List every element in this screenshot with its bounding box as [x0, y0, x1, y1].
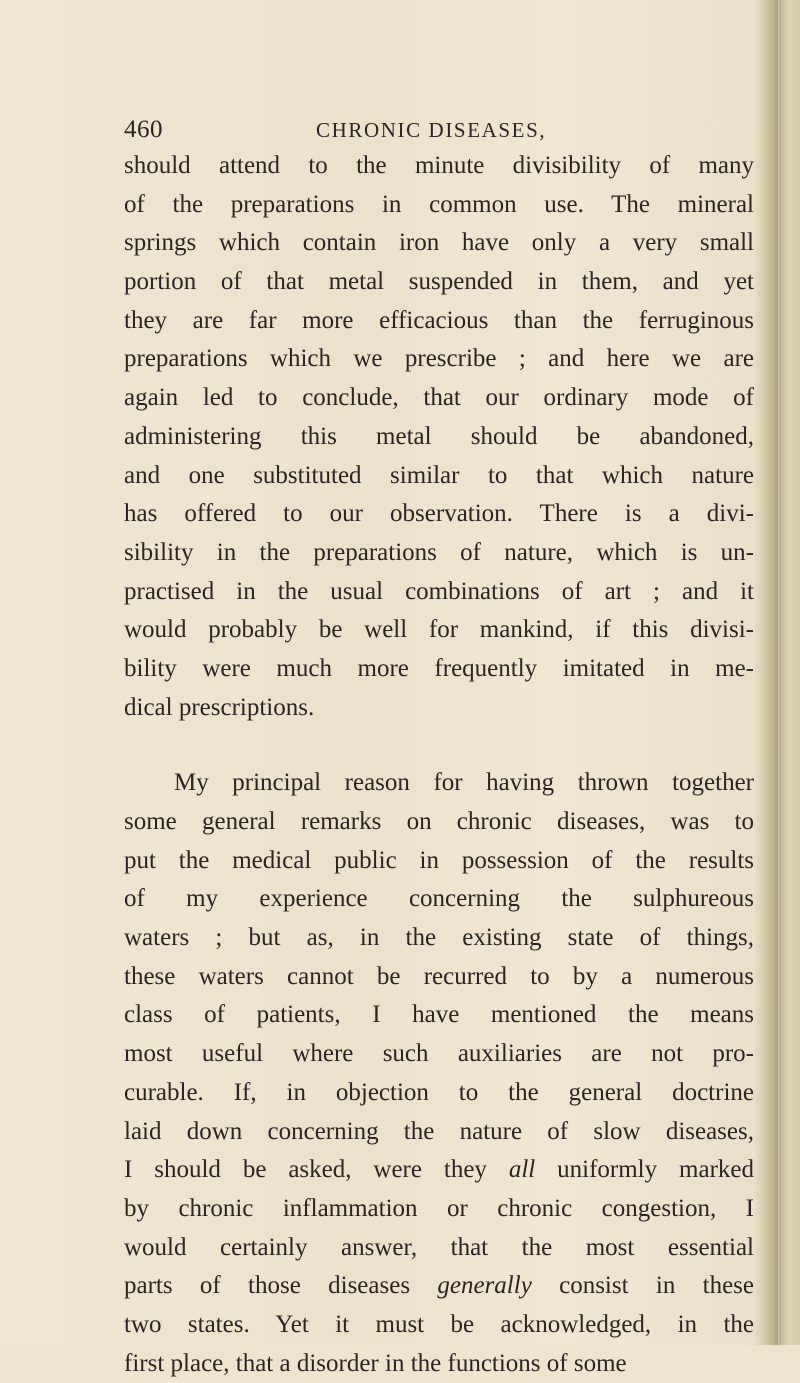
text-line: would certainly answer, that the most essential	[124, 1233, 754, 1261]
text-line: class of patients, I have mentioned the means	[124, 1001, 754, 1029]
text-run: consist in these	[531, 1272, 754, 1300]
text-line: first place, that a disorder in the functions of some	[124, 1349, 627, 1377]
text-line: My principal reason for having thrown together	[174, 769, 754, 797]
text-line-with-italic	[124, 1151, 754, 1190]
text-line: and one substituted similar to that which nature	[124, 461, 754, 489]
page-number: 460	[124, 116, 163, 143]
italic-text-run: generally	[437, 1272, 532, 1300]
body-text	[124, 147, 754, 1383]
text-line: waters ; but as, in the existing state of things,	[124, 924, 754, 952]
text-line: put the medical public in possession of the results	[124, 846, 754, 874]
binding-shadow	[774, 0, 790, 1345]
text-line: two states. Yet it must be acknowledged, in the	[124, 1310, 754, 1338]
text-line: by chronic inflammation or chronic congestion, I	[124, 1194, 754, 1222]
italic-text-run: all	[508, 1156, 536, 1184]
page-header	[124, 117, 752, 147]
text-line: administering this metal should be abandoned,	[124, 422, 754, 450]
text-line: springs which contain iron have only a very small	[124, 229, 754, 257]
text-line: again led to conclude, that our ordinary mode of	[124, 384, 754, 412]
text-line-with-italic	[124, 1267, 754, 1306]
text-run: uniformly marked	[535, 1156, 754, 1184]
text-line: sibility in the preparations of nature, which is un-	[124, 538, 754, 566]
text-line: of the preparations in common use. The mineral	[124, 190, 754, 218]
text-line: dical prescriptions.	[124, 693, 315, 721]
text-line: some general remarks on chronic diseases, was to	[124, 808, 754, 835]
text-line: of my experience concerning the sulphureous	[124, 885, 754, 913]
text-line: should attend to the minute divisibility of many	[124, 152, 754, 179]
text-line: most useful where such auxiliaries are not pro-	[124, 1040, 754, 1068]
text-line: would probably be well for mankind, if this divisi-	[124, 616, 754, 644]
running-head: CHRONIC DISEASES,	[316, 118, 547, 142]
text-line: preparations which we prescribe ; and here we are	[124, 345, 754, 373]
text-line: has offered to our observation. There is a divi-	[124, 500, 754, 528]
text-line: curable. If, in objection to the general doctrine	[124, 1078, 754, 1106]
text-run: parts of those diseases	[124, 1272, 438, 1300]
paragraph-2	[124, 764, 754, 1383]
paragraph-gap	[124, 727, 754, 764]
text-line: portion of that metal suspended in them, and yet	[124, 268, 754, 296]
text-line: bility were much more frequently imitated in me-	[124, 654, 754, 682]
text-run: I should be asked, were they	[124, 1156, 509, 1184]
text-line: these waters cannot be recurred to by a numerous	[124, 962, 754, 990]
text-line: laid down concerning the nature of slow diseases,	[124, 1117, 754, 1145]
text-line: practised in the usual combinations of art ; and it	[124, 577, 754, 605]
text-line: they are far more efficacious than the ferruginous	[124, 306, 754, 334]
paragraph-1	[124, 147, 754, 727]
